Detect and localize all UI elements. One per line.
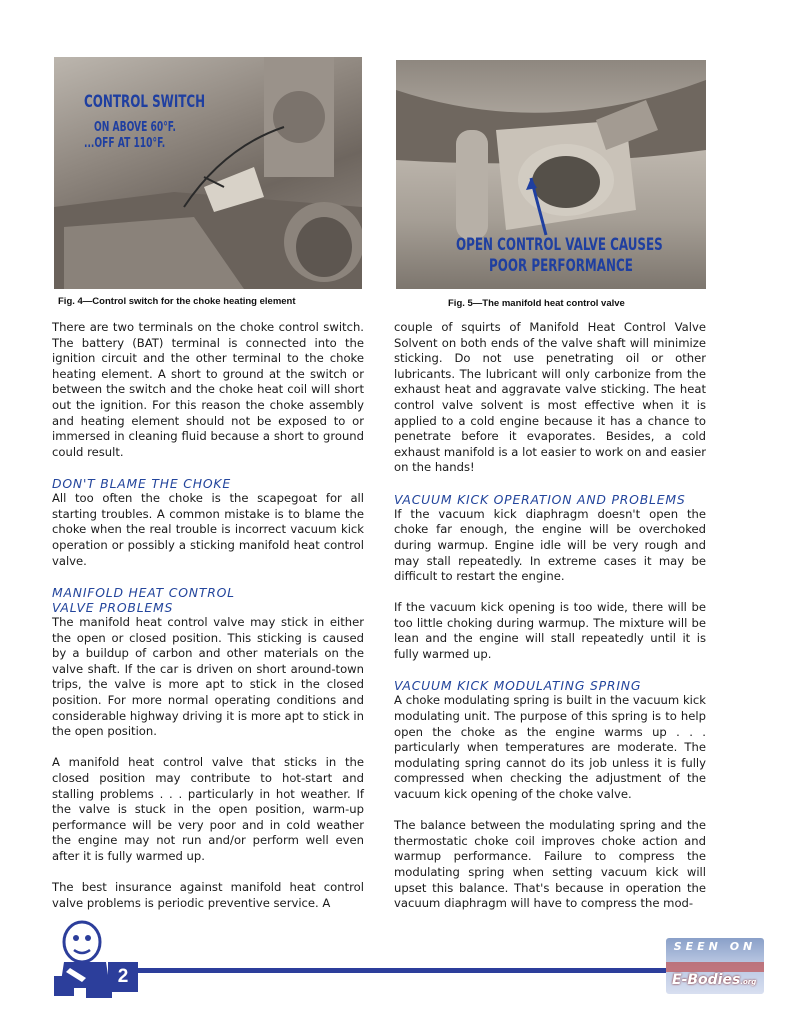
badge-top-text: SEEN ON (673, 940, 757, 953)
paragraph: A manifold heat control valve that sticks in the closed position may contribute to hot-start and stalling problems . . . particularly in hot weather. If the valve is stuck in the open position, warm-up performance will be very poor and in cold weather the engine may not run and/or perform well even after it is fully warmed up. (52, 755, 364, 864)
badge-site-name: E-Bodies (672, 972, 741, 988)
footer-rule (138, 968, 668, 973)
figure-4-caption: Fig. 4—Control switch for the choke heating element (58, 296, 296, 307)
paragraph: couple of squirts of Manifold Heat Control Valve Solvent on both ends of the valve shaft will minimize sticking. Do not use penetrating oil or other lubricants. The lubricant will only carbonize from the exhaust heat and aggravate valve sticking. The heat control valve solvent is most effective when it is applied to a cold engine because it has a chance to penetrate before it evaporates. Besides, a cold exhaust manifold is a lot easier to work on and easier on the hands! (394, 320, 706, 475)
paragraph: If the vacuum kick diaphragm doesn't open the choke far enough, the engine will be overchoked during warmup. Engine idle will be very rough and may stall repeatedly. In extreme cases it may be difficult to restart the engine. (394, 506, 706, 584)
figure-5-caption: Fig. 5—The manifold heat control valve (448, 298, 625, 309)
paragraph: The best insurance against manifold heat control valve problems is periodic preventive service. A (52, 880, 364, 910)
section-heading-manifold-line2: VALVE PROBLEMS (52, 599, 174, 615)
figure-4-photo (54, 57, 362, 289)
badge-bottom-text (672, 972, 756, 988)
paragraph: The balance between the modulating spring and the thermostatic choke coil improves choke action and warmup performance. Failure to compress the modulating spring when setting vacuum kick will upset this balance. That's because in operation the vacuum diaphragm will have to compress the mod- (394, 818, 706, 911)
control-switch-on-label: ON ABOVE 60°F. (94, 120, 176, 135)
section-heading-manifold-line1: MANIFOLD HEAT CONTROL (52, 584, 235, 600)
seen-on-e-bodies-badge (666, 938, 764, 994)
paragraph: There are two terminals on the choke control switch. The battery (BAT) terminal is connected into the ignition circuit and the other terminal to the choke heating element. A short to ground at the switch or between the switch and the choke heat coil will short out the ignition. For this reason the choke assembly and heating element should not be exposed to or immersed in cleaning fluid because a short to ground could result. (52, 320, 364, 459)
paragraph: If the vacuum kick opening is too wide, there will be too little choking during warmup. The mixture will be lean and the engine will stall repeatedly until it is fully warmed up. (394, 600, 706, 662)
badge-site-suffix: .org (740, 978, 757, 986)
poor-performance-label: POOR PERFORMANCE (489, 256, 633, 276)
control-switch-label: CONTROL SWITCH (84, 92, 206, 112)
figure-5-photo (396, 60, 706, 289)
right-column (394, 320, 706, 927)
paragraph: The manifold heat control valve may stick in either the open or closed position. This sticking is caused by a buildup of carbon and other materials on the valve shaft. If the car is driven on short around-town trips, the valve is more apt to stick in the closed position. For more normal operating conditions and considerable highway driving it is more apt to stick in the open position. (52, 615, 364, 739)
badge-stripe (666, 962, 764, 972)
open-valve-label: OPEN CONTROL VALVE CAUSES (456, 235, 663, 255)
section-heading-vacuum-kick: VACUUM KICK OPERATION AND PROBLEMS (394, 491, 686, 507)
paragraph: All too often the choke is the scapegoat for all starting troubles. A common mistake is to blame the choke when the real trouble is incorrect vacuum kick operation or possibly a sticking manifold heat control valve. (52, 491, 364, 568)
section-heading-modulating-spring: VACUUM KICK MODULATING SPRING (394, 678, 642, 694)
left-column (52, 320, 364, 927)
section-heading-dont-blame-choke: DON'T BLAME THE CHOKE (52, 475, 231, 491)
control-switch-off-label: ...OFF AT 110°F. (84, 136, 166, 151)
page-number: 2 (108, 962, 138, 992)
paragraph: A choke modulating spring is built in the vacuum kick modulating unit. The purpose of this spring is to help open the choke as the engine warms up . . . particularly when temperatures are moderate. The modulating spring cannot do its job unless it is fully compressed when checking the adjustment of the vacuum kick opening of the choke valve. (394, 693, 706, 802)
